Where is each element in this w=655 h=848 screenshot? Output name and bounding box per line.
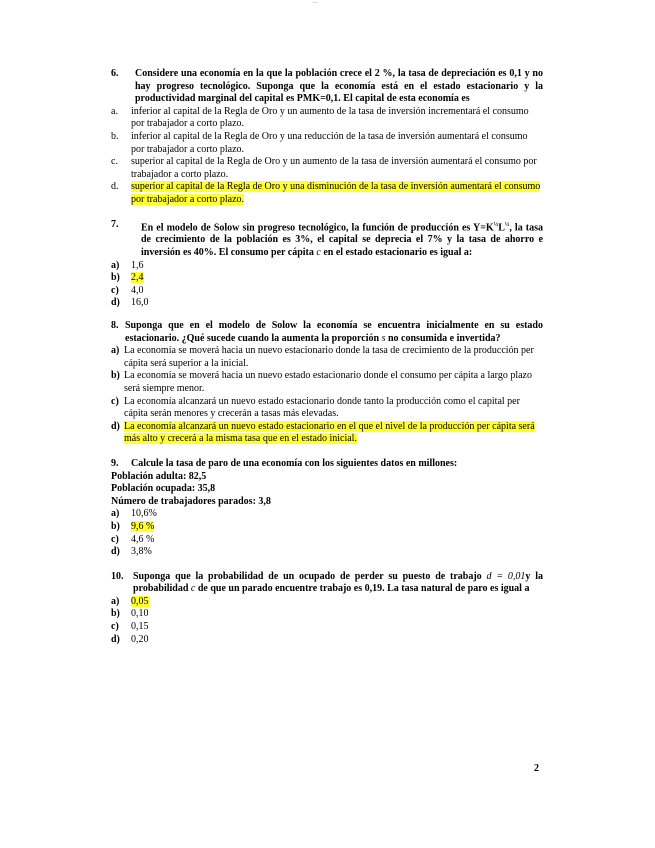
option-letter: d) (111, 297, 120, 309)
option-b (111, 370, 543, 395)
option-d (111, 297, 543, 310)
option-text: La economía se moverá hacia un nuevo estacionario donde la tasa de crecimiento de la producción per cápita será superior a la inicial. (124, 345, 534, 369)
option-d (111, 634, 543, 647)
question-number: 10. (111, 570, 124, 582)
option-text: 3,8% (131, 546, 152, 558)
option-text: inferior al capital de la Regla de Oro y una reducción de la tasa de inversión aumentará el consumo por trabajador a corto plazo. (131, 130, 528, 155)
option-c (111, 534, 543, 547)
option-letter: b. (111, 130, 119, 142)
option-b (111, 131, 543, 156)
option-letter: c) (111, 284, 119, 296)
option-text: 16,0 (131, 297, 149, 309)
highlighted-answer: 2,4 (131, 272, 144, 284)
option-c (111, 396, 543, 421)
option-letter: c) (111, 395, 119, 407)
option-letter: d) (111, 633, 120, 645)
option-letter: b) (111, 608, 120, 620)
option-letter: a) (111, 595, 120, 607)
option-text: 10,6% (131, 508, 157, 520)
option-a (111, 106, 543, 131)
highlighted-answer: La economía alcanzará un nuevo estado estacionario en el que el nivel de la producción per cápita será más alto y crecerá a la misma tasa que en el estado inicial. (124, 420, 535, 445)
option-letter: c. (111, 156, 118, 168)
option-letter: b) (111, 272, 120, 284)
option-text: 0,10 (131, 608, 149, 620)
question-text: En el modelo de Solow sin progreso tecnológico, la función de producción es $Y=K^{\frac{1}{2}}L^{\frac{1}{2}}$, la tasa de crecimiento de la población es 3%, el capital se deprecia el 7% y la tasa de ahorro e inversión es 40%. El consumo per cápita c en el estado estacionario es igual a: (141, 221, 543, 259)
option-letter: a) (111, 508, 120, 520)
question-7 (111, 219, 543, 310)
option-text: superior al capital de la Regla de Oro y un aumento de la tasa de inversión aumentará el consumo por trabajador a corto plazo. (131, 156, 537, 180)
question-10 (111, 571, 543, 647)
data-employed-population: Población ocupada: 35,8 (111, 483, 216, 495)
option-letter: c) (111, 533, 119, 545)
option-letter: d. (111, 181, 119, 193)
option-c (111, 285, 543, 298)
exam-content (111, 68, 543, 646)
question-6 (111, 68, 543, 207)
option-b (111, 272, 543, 285)
option-d (111, 546, 543, 559)
option-letter: a. (111, 105, 118, 117)
question-8 (111, 320, 543, 446)
header-mark: — (312, 0, 318, 6)
option-text: inferior al capital de la Regla de Oro y un aumento de la tasa de inversión incrementará el consumo por trabajador a corto plazo. (131, 105, 529, 130)
question-text: Suponga que la probabilidad de un ocupado de perder su puesto de trabajo d = 0,01y la probabilidad c de que un parado encuentre trabajo es 0,19. La tasa natural de paro es igual a (133, 570, 544, 595)
option-letter: b) (111, 370, 120, 382)
question-number: 7. (111, 218, 119, 230)
formula: d = 0,01 (486, 570, 526, 582)
highlighted-answer: 9,6 % (131, 520, 155, 532)
option-text: 0,15 (131, 621, 149, 633)
option-d (111, 421, 543, 446)
option-c (111, 156, 543, 181)
option-letter: a) (111, 345, 120, 357)
option-a (111, 345, 543, 370)
question-text: Suponga que en el modelo de Solow la economía se encuentra inicialmente en su estado estacionario. ¿Qué sucede cuando la aumenta la proporción s no consumida e invertida? (125, 320, 543, 344)
option-letter: b) (111, 520, 120, 532)
highlighted-answer: 0,05 (131, 595, 149, 607)
question-number: 8. (111, 320, 119, 332)
option-c (111, 621, 543, 634)
option-text: La economía alcanzará un nuevo estado estacionario donde tanto la producción como el capital per cápita serán menores y crecerán a tasas más elevadas. (124, 395, 520, 420)
option-a (111, 508, 543, 521)
option-a (111, 260, 543, 273)
option-letter: a) (111, 259, 120, 271)
option-text: La economía se moverá hacia un nuevo estado estacionario donde el consumo per cápita a largo plazo será siempre menor. (124, 370, 532, 394)
question-text: Calcule la tasa de paro de una economía con los siguientes datos en millones: (131, 457, 458, 469)
option-text: 0,20 (131, 633, 149, 645)
option-d (111, 181, 543, 206)
option-letter: d) (111, 546, 120, 558)
option-text: 1,6 (131, 259, 144, 271)
option-text: 4,0 (131, 284, 144, 296)
page-number: 2 (534, 763, 539, 774)
option-text: 4,6 % (131, 533, 155, 545)
option-letter: c) (111, 621, 119, 633)
highlighted-answer: superior al capital de la Regla de Oro y una disminución de la tasa de inversión aumentará el consumo por trabajador a corto plazo. (131, 181, 541, 205)
data-unemployed-workers: Número de trabajadores parados: 3,8 (111, 495, 271, 507)
question-number: 9. (111, 457, 119, 469)
option-b (111, 521, 543, 534)
question-text: Considere una economía en la que la población crece el 2 %, la tasa de depreciación es 0,1 y no hay progreso tecnológico. Suponga que la economía está en el estado estacionario y la productividad marginal del capital es PMK=0,1. El capital de esta economía es (135, 68, 543, 105)
data-adult-population: Población adulta: 82,5 (111, 470, 207, 482)
question-9 (111, 458, 543, 559)
option-b (111, 608, 543, 621)
question-number: 6. (111, 68, 119, 79)
option-letter: d) (111, 420, 120, 432)
option-a (111, 596, 543, 609)
